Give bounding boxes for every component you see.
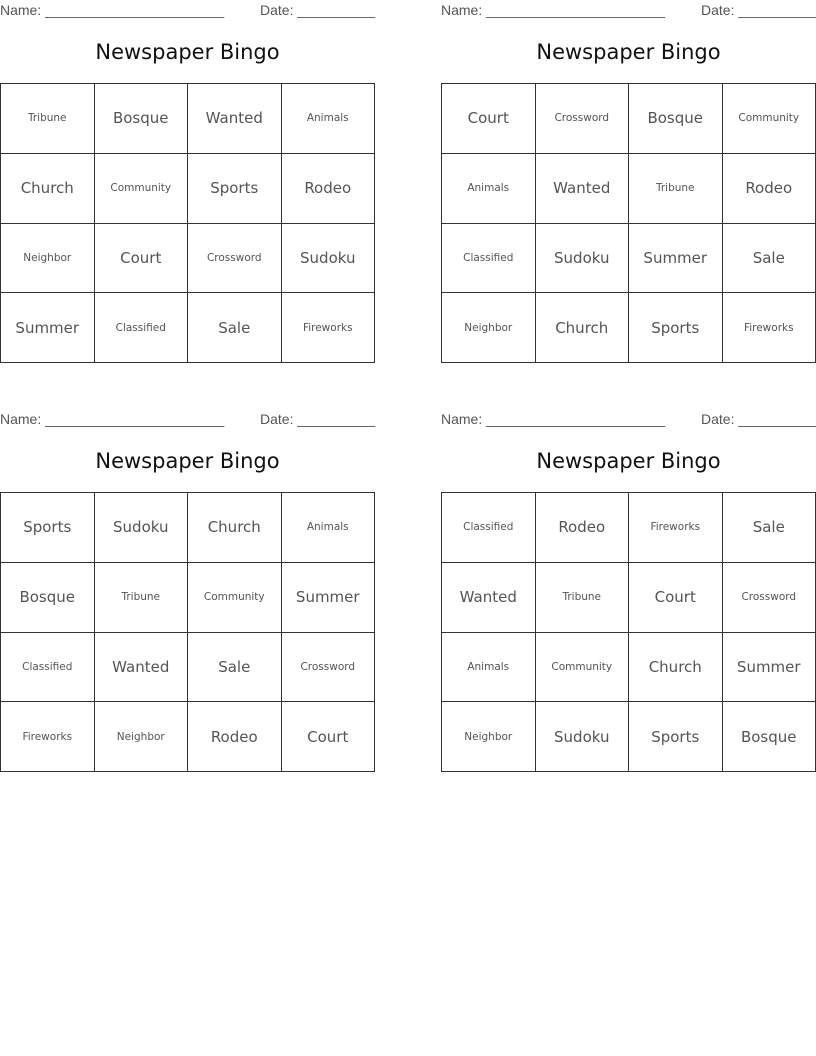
bingo-cell[interactable]: Community — [188, 563, 282, 633]
card-header — [0, 411, 375, 429]
date-field[interactable]: Date: __________ — [701, 411, 816, 427]
bingo-cell[interactable]: Church — [629, 633, 723, 703]
bingo-cell[interactable]: Rodeo — [723, 154, 816, 224]
bingo-cell[interactable]: Animals — [442, 154, 536, 224]
bingo-cell[interactable]: Summer — [282, 563, 376, 633]
bingo-cell[interactable]: Court — [95, 224, 189, 294]
bingo-grid — [441, 83, 816, 363]
bingo-card — [441, 0, 816, 370]
bingo-grid — [0, 83, 375, 363]
date-field[interactable]: Date: __________ — [260, 411, 376, 427]
name-field[interactable]: Name: _______________________ — [441, 2, 666, 18]
bingo-cell[interactable]: Church — [1, 154, 95, 224]
bingo-cell[interactable]: Wanted — [95, 633, 189, 703]
bingo-cell[interactable]: Rodeo — [188, 702, 282, 772]
name-field[interactable]: Name: _______________________ — [0, 2, 225, 18]
card-header — [441, 411, 816, 429]
bingo-grid — [0, 492, 375, 772]
bingo-cell[interactable]: Summer — [1, 293, 95, 363]
bingo-cell[interactable]: Sale — [723, 493, 816, 563]
bingo-cell[interactable]: Fireworks — [1, 702, 95, 772]
bingo-cell[interactable]: Bosque — [629, 84, 723, 154]
bingo-cell[interactable]: Fireworks — [629, 493, 723, 563]
bingo-cell[interactable]: Crossword — [282, 633, 376, 703]
bingo-cell[interactable]: Sudoku — [536, 702, 630, 772]
bingo-cell[interactable]: Tribune — [95, 563, 189, 633]
bingo-cell[interactable]: Tribune — [629, 154, 723, 224]
bingo-cell[interactable]: Wanted — [536, 154, 630, 224]
bingo-cell[interactable]: Court — [442, 84, 536, 154]
bingo-cell[interactable]: Sudoku — [536, 224, 630, 294]
bingo-cell[interactable]: Crossword — [723, 563, 816, 633]
bingo-cell[interactable]: Bosque — [95, 84, 189, 154]
bingo-cell[interactable]: Fireworks — [282, 293, 376, 363]
bingo-cell[interactable]: Community — [723, 84, 816, 154]
bingo-cell[interactable]: Animals — [282, 84, 376, 154]
bingo-cell[interactable]: Wanted — [442, 563, 536, 633]
card-title: Newspaper Bingo — [95, 449, 280, 473]
name-field[interactable]: Name: _______________________ — [441, 411, 666, 427]
bingo-cell[interactable]: Neighbor — [95, 702, 189, 772]
bingo-cell[interactable]: Sudoku — [282, 224, 376, 294]
bingo-cell[interactable]: Animals — [282, 493, 376, 563]
bingo-cell[interactable]: Sale — [188, 293, 282, 363]
bingo-cell[interactable]: Tribune — [536, 563, 630, 633]
bingo-cell[interactable]: Neighbor — [442, 293, 536, 363]
date-field[interactable]: Date: __________ — [260, 2, 376, 18]
bingo-card — [0, 0, 375, 370]
bingo-cell[interactable]: Fireworks — [723, 293, 816, 363]
bingo-cell[interactable]: Crossword — [536, 84, 630, 154]
bingo-cell[interactable]: Neighbor — [1, 224, 95, 294]
card-title: Newspaper Bingo — [536, 449, 721, 473]
bingo-cell[interactable]: Bosque — [723, 702, 816, 772]
bingo-cell[interactable]: Summer — [723, 633, 816, 703]
bingo-cell[interactable]: Bosque — [1, 563, 95, 633]
bingo-cell[interactable]: Sale — [723, 224, 816, 294]
card-header — [0, 2, 375, 20]
bingo-cell[interactable]: Church — [188, 493, 282, 563]
bingo-grid — [441, 492, 816, 772]
bingo-cell[interactable]: Community — [95, 154, 189, 224]
name-field[interactable]: Name: _______________________ — [0, 411, 225, 427]
bingo-cell[interactable]: Community — [536, 633, 630, 703]
bingo-cell[interactable]: Sports — [188, 154, 282, 224]
bingo-cell[interactable]: Classified — [442, 493, 536, 563]
bingo-cell[interactable]: Classified — [442, 224, 536, 294]
card-title: Newspaper Bingo — [95, 40, 280, 64]
bingo-cell[interactable]: Sale — [188, 633, 282, 703]
bingo-cell[interactable]: Church — [536, 293, 630, 363]
bingo-cell[interactable]: Court — [629, 563, 723, 633]
bingo-cell[interactable]: Neighbor — [442, 702, 536, 772]
bingo-cell[interactable]: Sports — [629, 702, 723, 772]
bingo-cell[interactable]: Wanted — [188, 84, 282, 154]
bingo-cell[interactable]: Crossword — [188, 224, 282, 294]
card-header — [441, 2, 816, 20]
bingo-cell[interactable]: Sudoku — [95, 493, 189, 563]
bingo-card — [0, 409, 375, 779]
bingo-cell[interactable]: Sports — [1, 493, 95, 563]
date-field[interactable]: Date: __________ — [701, 2, 816, 18]
bingo-cell[interactable]: Court — [282, 702, 376, 772]
bingo-cell[interactable]: Animals — [442, 633, 536, 703]
bingo-cell[interactable]: Tribune — [1, 84, 95, 154]
bingo-cell[interactable]: Classified — [1, 633, 95, 703]
bingo-cell[interactable]: Classified — [95, 293, 189, 363]
bingo-cell[interactable]: Rodeo — [536, 493, 630, 563]
bingo-cell[interactable]: Sports — [629, 293, 723, 363]
card-title: Newspaper Bingo — [536, 40, 721, 64]
bingo-cell[interactable]: Summer — [629, 224, 723, 294]
bingo-cell[interactable]: Rodeo — [282, 154, 376, 224]
bingo-card — [441, 409, 816, 779]
